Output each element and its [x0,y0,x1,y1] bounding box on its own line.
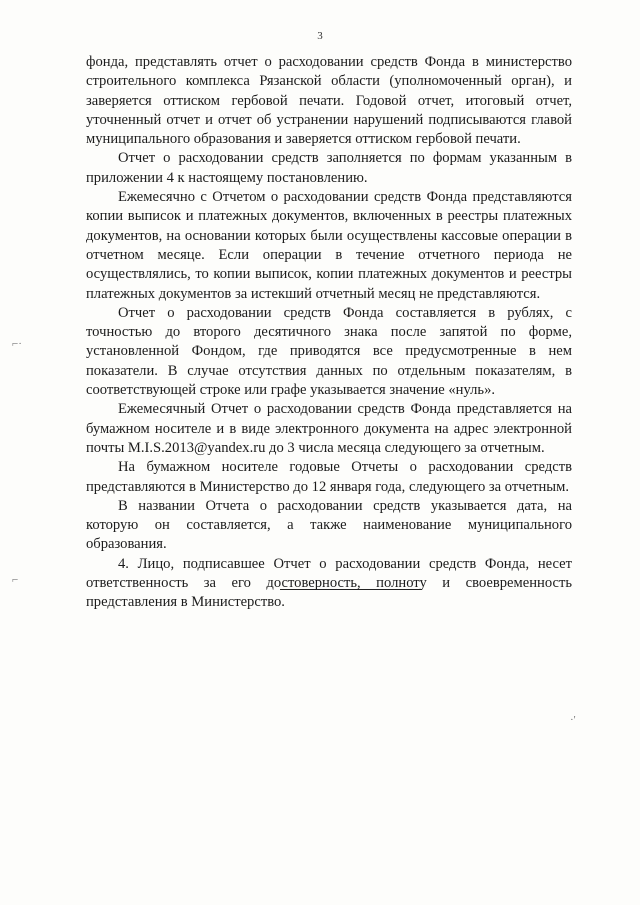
paragraph-6: На бумажном носителе годовые Отчеты о расходовании средств представляются в Министерство до 12 января года, следующего за отчетным. [86,459,572,495]
paragraph-5: Ежемесячный Отчет о расходовании средств Фонда представляется на бумажном носителе и в виде электронного документа на адрес электронной почты M.I.S.2013@yandex.ru до 3 числа месяца следующего за отчетным. [86,401,572,456]
paragraph-3: Ежемесячно с Отчетом о расходовании средств Фонда представляются копии выписок и платежных документов, включенных в реестры платежных документов, на основании которых были осуществлены кассовые операции в отчетном месяце. Если операции в течение отчетного периода не осуществлялись, то копии выписок, копии платежных документов и реестры платежных документов за истекший отчетный месяц не представляются. [86,189,572,302]
scan-artifact-mark: ⌐ [12,574,19,586]
paragraph-7: В названии Отчета о расходовании средств указывается дата, на которую он составляется, а также наименование муниципального образования. [86,497,572,553]
page-number: 3 [317,30,323,42]
document-body [86,53,572,613]
closing-divider-line [280,589,422,590]
scan-artifact-mark: ⌐· [12,338,22,350]
scan-artifact-mark: ·' [570,714,576,726]
paragraph-2: Отчет о расходовании средств заполняется по формам указанным в приложении 4 к настоящему постановлению. [86,150,572,186]
paragraph-8: 4. Лицо, подписавшее Отчет о расходовании средств Фонда, несет ответственность за его достоверность, полноту и своевременность представления в Министерство. [86,555,572,611]
paragraph-1: фонда, представлять отчет о расходовании средств Фонда в министерство строительного комплекса Рязанской области (уполномоченный орган), и заверяется оттиском гербовой печати. Годовой отчет, итоговый отчет, уточненный отчет и отчет об устранении нарушений подписываются главой муниципального образования и заверяется оттиском гербовой печати. [86,54,572,148]
paragraph-4: Отчет о расходовании средств Фонда составляется в рублях, с точностью до второго десятичного знака после запятой по форме, установленной Фондом, где приводятся все предусмотренные в нем показатели. В случае отсутствия данных по отдельным показателям, в соответствующей строке или графе указывается значение «нуль». [86,304,572,399]
